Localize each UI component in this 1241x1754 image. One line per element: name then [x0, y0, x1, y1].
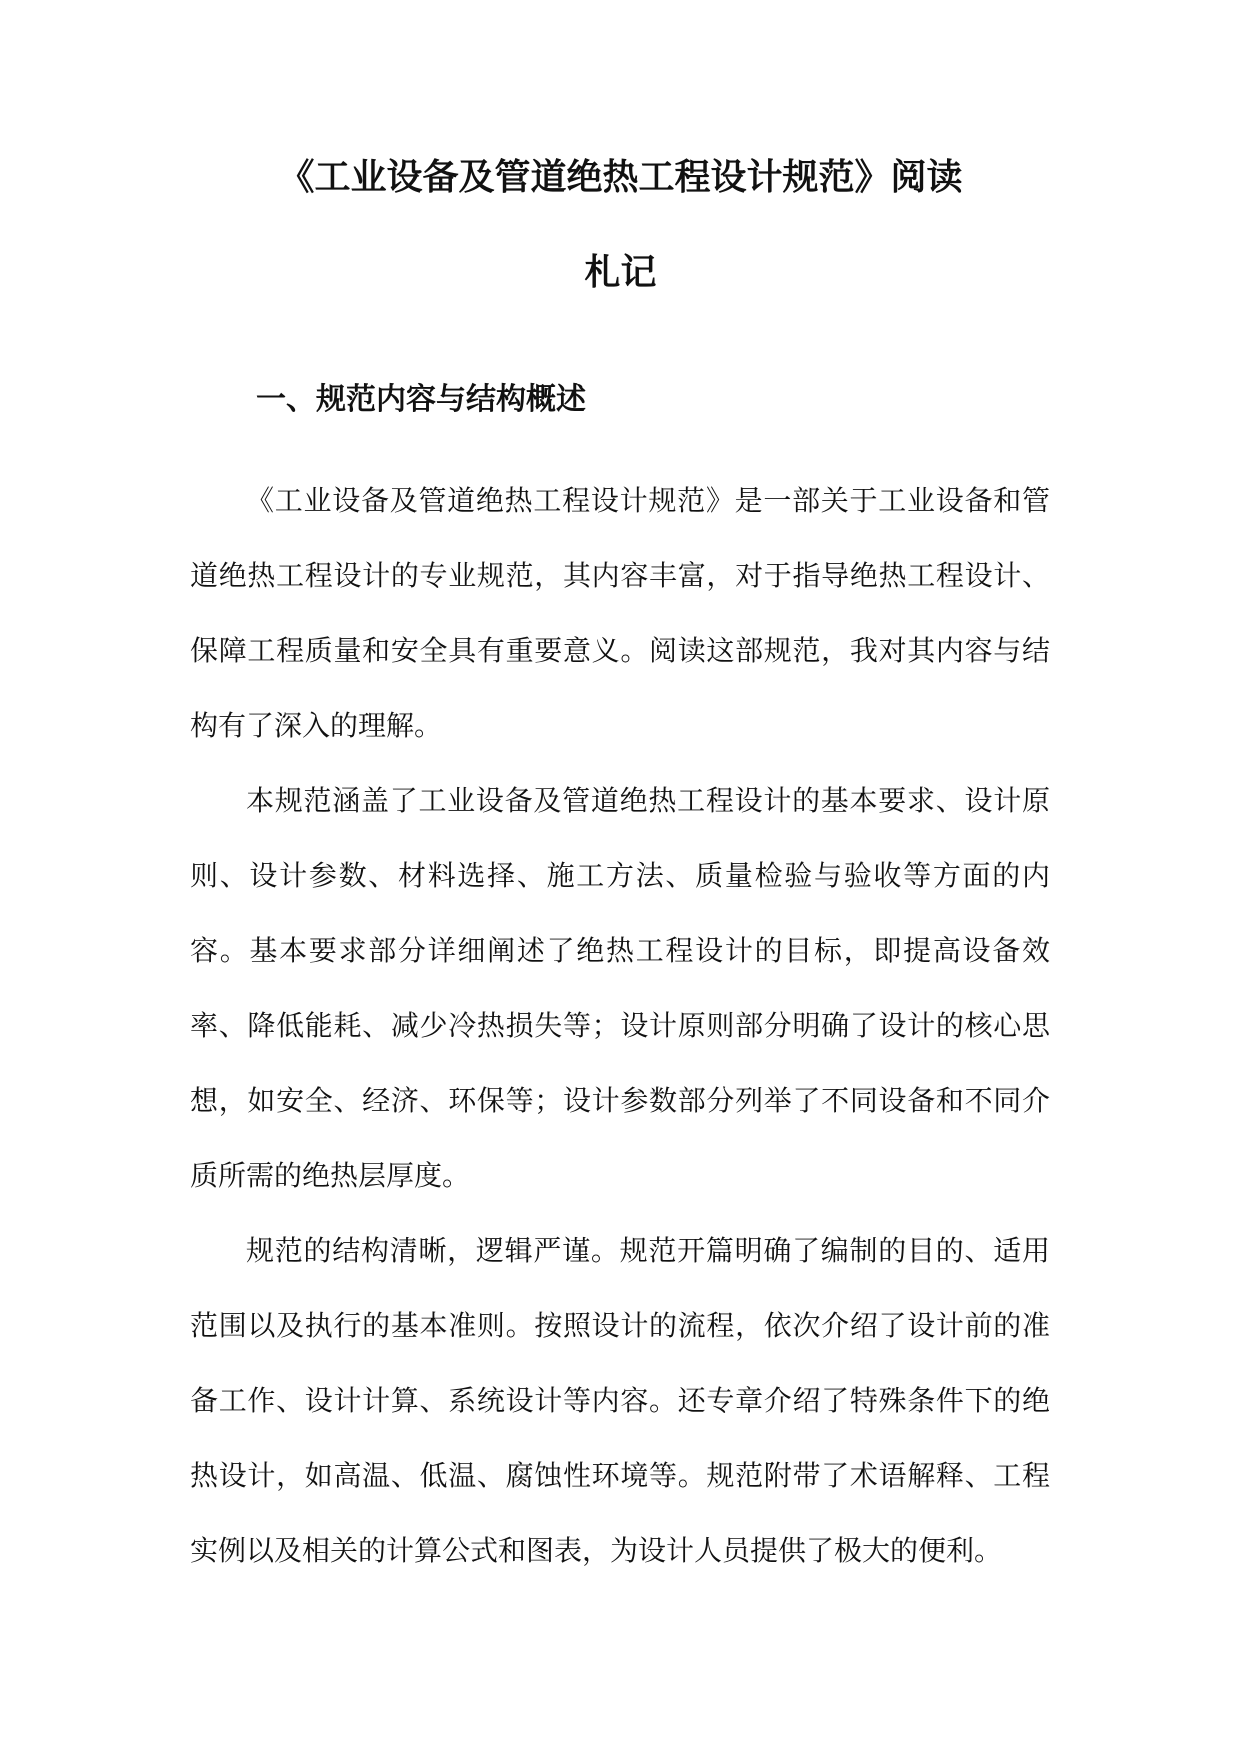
section-heading: 一、规范内容与结构概述 — [256, 382, 586, 417]
document-title-line2: 札记 — [584, 251, 657, 293]
document-title-line1: 《工业设备及管道绝热工程设计规范》阅读 — [278, 156, 963, 198]
paragraph: 本规范涵盖了工业设备及管道绝热工程设计的基本要求、设计原则、设计参数、材料选择、施工方法、质量检验与验收等方面的内容。基本要求部分详细阐述了绝热工程设计的目标，即提高设备效率、降低能耗、减少冷热损失等；设计原则部分明确了设计的核心思想，如安全、经济、环保等；设计参数部分列举了不同设备和不同介质所需的绝热层厚度。 — [190, 784, 1050, 1192]
document-body — [190, 463, 1050, 1588]
paragraph: 规范的结构清晰，逻辑严谨。规范开篇明确了编制的目的、适用范围以及执行的基本准则。按照设计的流程，依次介绍了设计前的准备工作、设计计算、系统设计等内容。还专章介绍了特殊条件下的绝热设计，如高温、低温、腐蚀性环境等。规范附带了术语解释、工程实例以及相关的计算公式和图表，为设计人员提供了极大的便利。 — [190, 1234, 1050, 1567]
paragraph: 《工业设备及管道绝热工程设计规范》是一部关于工业设备和管道绝热工程设计的专业规范，其内容丰富，对于指导绝热工程设计、保障工程质量和安全具有重要意义。阅读这部规范，我对其内容与结构有了深入的理解。 — [190, 484, 1050, 742]
